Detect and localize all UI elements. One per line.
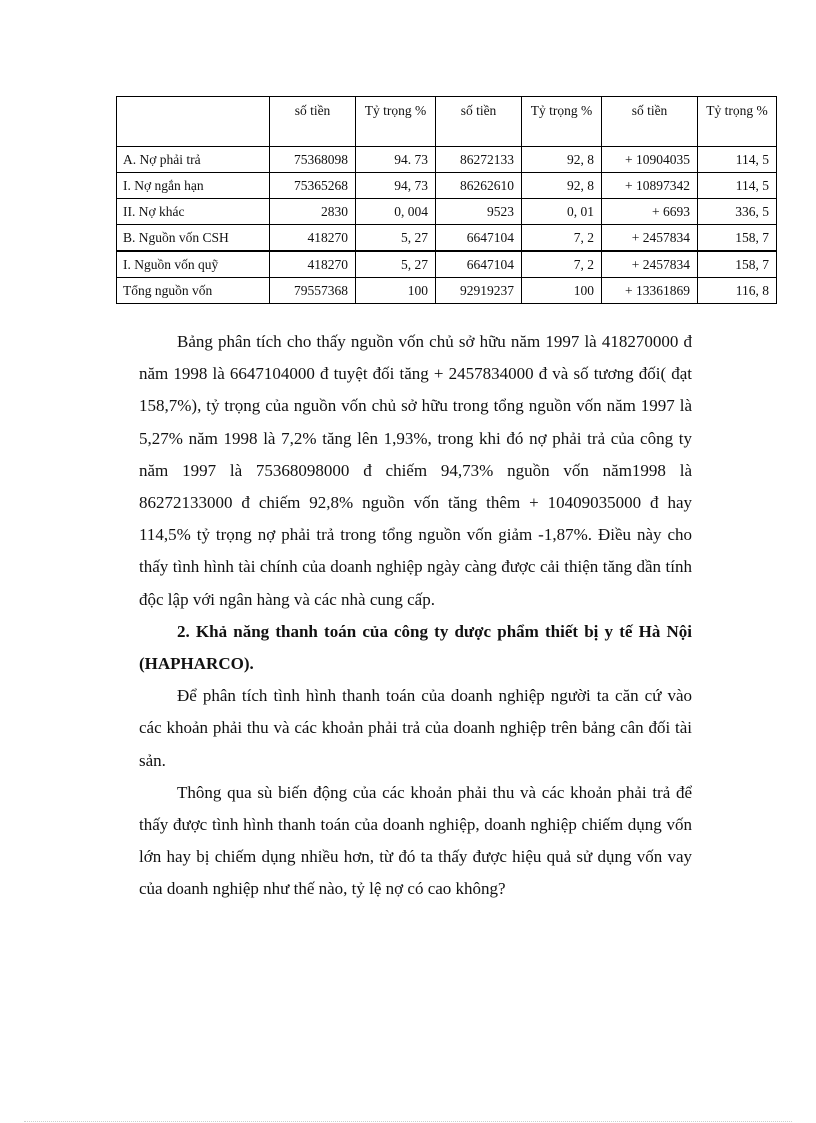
table-row: [117, 225, 777, 252]
row-label: I. Nợ ngắn hạn: [117, 173, 270, 199]
table-cell: 7, 2: [522, 225, 602, 252]
header-cell-ratio-1998: Tỷ trọng %: [522, 97, 602, 147]
table-cell: 5, 27: [356, 225, 436, 252]
header-cell-amount-1997: số tiền: [270, 97, 356, 147]
header-cell-amount-change: số tiền: [602, 97, 698, 147]
table-cell: 114, 5: [698, 173, 777, 199]
table-header-row: [117, 97, 777, 147]
table-cell: 2830: [270, 199, 356, 225]
header-cell-label: [117, 97, 270, 147]
table-row: [117, 251, 777, 278]
section-heading: 2. Khả năng thanh toán của công ty dược phẩm thiết bị y tế Hà Nội (HAPHARCO).: [139, 621, 692, 674]
table-cell: + 10897342: [602, 173, 698, 199]
table-cell: + 2457834: [602, 225, 698, 252]
table-row: [117, 199, 777, 225]
table-cell: 6647104: [436, 225, 522, 252]
row-label: I. Nguồn vốn quỹ: [117, 251, 270, 278]
table-cell: 5, 27: [356, 251, 436, 278]
table-cell: 86272133: [436, 147, 522, 173]
table-cell: 94, 73: [356, 173, 436, 199]
purpose-paragraph: Thông qua sù biến động của các khoản phải thu và các khoản phải trả để thấy được tình hình thanh toán của doanh nghiệp, doanh nghiệp chiếm dụng vốn lớn hay bị chiếm dụng nhiều hơn, từ đó ta thấy được hiệu quả sử dụng vốn vay của doanh nghiệp như thế nào, tỷ lệ nợ có cao không?: [139, 782, 692, 899]
table-cell: 0, 01: [522, 199, 602, 225]
table-cell: 0, 004: [356, 199, 436, 225]
method-paragraph: Để phân tích tình hình thanh toán của doanh nghiệp người ta căn cứ vào các khoản phải thu và các khoản phải trả của doanh nghiệp trên bảng cân đối tài sản.: [139, 686, 692, 770]
table-cell: + 10904035: [602, 147, 698, 173]
table-cell: 7, 2: [522, 251, 602, 278]
row-label: B. Nguồn vốn CSH: [117, 225, 270, 252]
body-text: [139, 326, 692, 906]
table-cell: 79557368: [270, 278, 356, 304]
table-cell: 86262610: [436, 173, 522, 199]
row-label: Tổng nguồn vốn: [117, 278, 270, 304]
table-cell: 100: [522, 278, 602, 304]
table-cell: 158, 7: [698, 225, 777, 252]
table-cell: 418270: [270, 225, 356, 252]
page-bottom-rule: [24, 1121, 792, 1122]
table-cell: 9523: [436, 199, 522, 225]
header-cell-ratio-change: Tỷ trọng %: [698, 97, 777, 147]
table-cell: 6647104: [436, 251, 522, 278]
table-cell: 92, 8: [522, 173, 602, 199]
table-cell: 92919237: [436, 278, 522, 304]
analysis-paragraph: Bảng phân tích cho thấy nguồn vốn chủ sở hữu năm 1997 là 418270000 đ năm 1998 là 6647104000 đ tuyệt đối tăng + 2457834000 đ và số tương đối( đạt 158,7%), tỷ trọng của nguồn vốn chủ sở hữu trong tổng nguồn vốn năm 1997 là 5,27% năm 1998 là 7,2% tăng lên 1,93%, trong khi đó nợ phải trả của công ty năm 1997 là 75368098000 đ chiếm 94,73% nguồn vốn năm1998 là 86272133000 đ chiếm 92,8% nguồn vốn tăng thêm + 10409035000 đ hay 114,5% tỷ trọng nợ phải trả trong tổng nguồn vốn giảm -1,87%. Điều này cho thấy tình hình tài chính của doanh nghiệp ngày càng được cải thiện tăng dần tính độc lập với ngân hàng và các nhà cung cấp.: [139, 332, 692, 609]
table-cell: 116, 8: [698, 278, 777, 304]
table-cell: 114, 5: [698, 147, 777, 173]
table-cell: 75365268: [270, 173, 356, 199]
table-row: [117, 173, 777, 199]
table-cell: 158, 7: [698, 251, 777, 278]
table-cell: 418270: [270, 251, 356, 278]
table-cell: 94. 73: [356, 147, 436, 173]
table-cell: 336, 5: [698, 199, 777, 225]
table-cell: 92, 8: [522, 147, 602, 173]
header-cell-amount-1998: số tiền: [436, 97, 522, 147]
table-cell: + 13361869: [602, 278, 698, 304]
row-label: A. Nợ phải trả: [117, 147, 270, 173]
capital-structure-table: [116, 96, 777, 304]
table-cell: + 2457834: [602, 251, 698, 278]
table-row: [117, 147, 777, 173]
header-cell-ratio-1997: Tỷ trọng %: [356, 97, 436, 147]
table-cell: + 6693: [602, 199, 698, 225]
table-row: [117, 278, 777, 304]
table-cell: 75368098: [270, 147, 356, 173]
row-label: II. Nợ khác: [117, 199, 270, 225]
table-cell: 100: [356, 278, 436, 304]
